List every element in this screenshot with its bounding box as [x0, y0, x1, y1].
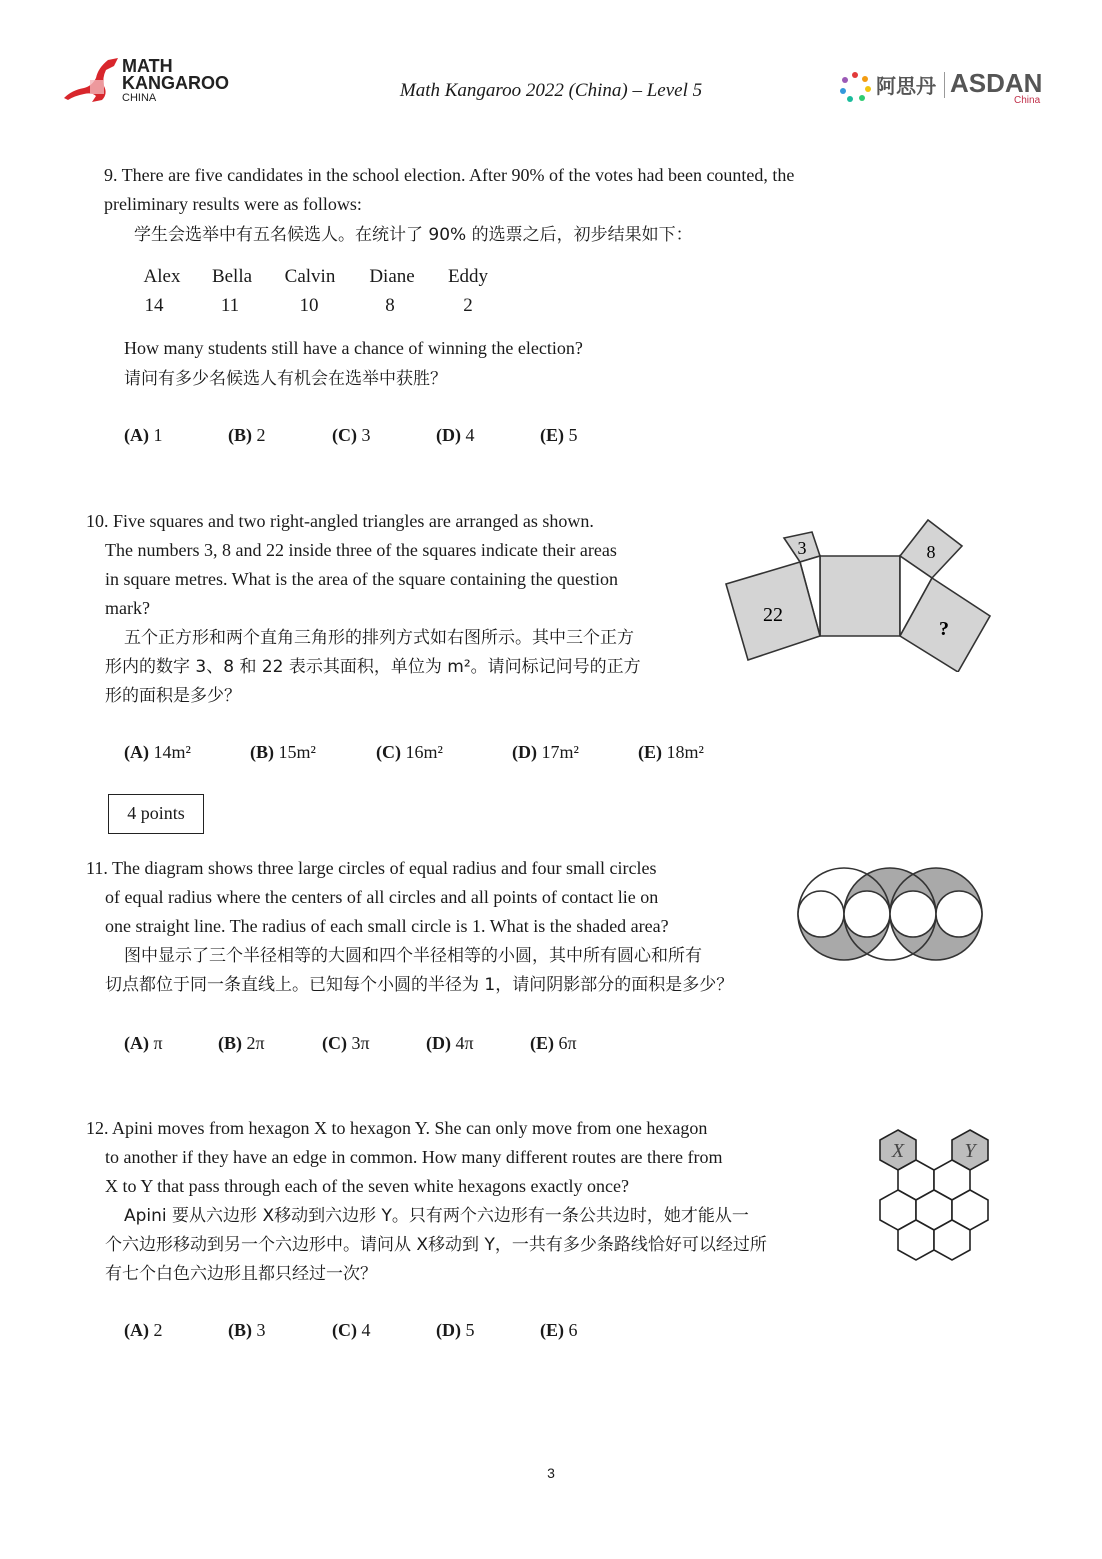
q10-options: [124, 738, 764, 767]
candidate-name: Eddy: [447, 266, 489, 287]
square-unknown-label: ?: [939, 618, 949, 640]
option-d[interactable]: (D) 17m²: [512, 742, 579, 762]
logo-divider: [944, 72, 945, 98]
q10-text-line-4: mark?: [105, 598, 150, 618]
q9-question-chinese: 请问有多少名候选人有机会在选举中获胜？: [124, 369, 447, 389]
square-22-label: 22: [763, 604, 783, 626]
q10-text-chinese-1: 五个正方形和两个直角三角形的排列方式如右图所示。其中三个正方: [124, 628, 634, 648]
q9-text-line-2: preliminary results were as follows:: [104, 194, 362, 214]
candidate-votes: 8: [385, 295, 395, 316]
option-c[interactable]: (C) 16m²: [376, 742, 443, 762]
option-b[interactable]: (B) 2: [228, 425, 266, 445]
option-a[interactable]: (A) 2: [124, 1320, 163, 1340]
small-circle: [890, 891, 936, 937]
logo-text-china: CHINA: [122, 92, 157, 104]
hexagon-y-label: Y: [964, 1140, 976, 1162]
option-b[interactable]: (B) 15m²: [250, 742, 316, 762]
logo-text-kangaroo: KANGAROO: [122, 73, 229, 93]
option-a[interactable]: (A) 14m²: [124, 742, 191, 762]
q10-text-line-3: in square metres. What is the area of the square containing the question: [105, 569, 618, 589]
q10-text-line-2: The numbers 3, 8 and 22 inside three of the squares indicate their areas: [105, 540, 617, 560]
q12-text-chinese-2: 个六边形移动到另一个六边形中。请问从 X移动到 Y，一共有多少条路线恰好可以经过所: [105, 1235, 767, 1255]
q12-text-line-2: to another if they have an edge in common. How many different routes are there from: [105, 1147, 723, 1167]
hexagon-x-label: X: [891, 1140, 905, 1162]
q9-text-line-1: 9. There are five candidates in the school election. After 90% of the votes had been counted, the: [104, 165, 795, 185]
option-a[interactable]: (A) 1: [124, 425, 163, 445]
asdan-flower-icon: [838, 70, 872, 104]
central-square: [820, 556, 900, 636]
page-number: 3: [547, 1465, 555, 1481]
candidate-name: Calvin: [284, 266, 336, 287]
q10-squares-figure: [718, 512, 998, 672]
asdan-subtitle: China: [1014, 95, 1041, 106]
square-3-label: 3: [797, 538, 807, 558]
candidate-name: Diane: [369, 266, 415, 287]
q9-question: How many students still have a chance of winning the election?: [124, 338, 583, 358]
q12-options: [124, 1316, 644, 1345]
square-8-label: 8: [926, 542, 936, 562]
candidate-votes: 10: [299, 295, 319, 316]
candidate-name: Alex: [143, 266, 181, 287]
asdan-english-name: ASDAN: [950, 68, 1043, 98]
option-e[interactable]: (E) 6π: [530, 1033, 577, 1053]
q11-text-line-2: of equal radius where the centers of all circles and all points of contact lie on: [105, 887, 659, 907]
q11-text-chinese-2: 切点都位于同一条直线上。已知每个小圆的半径为 1，请问阴影部分的面积是多少？: [105, 975, 734, 995]
option-d[interactable]: (D) 4π: [426, 1033, 474, 1053]
q11-circles-figure: [792, 862, 988, 966]
option-c[interactable]: (C) 3π: [322, 1033, 370, 1053]
q10-text-chinese-2: 形内的数字 3、8 和 22 表示其面积，单位为 m²。请问标记问号的正方: [105, 657, 641, 677]
q12-hexagon-figure: [874, 1126, 996, 1272]
q12-text-chinese-1: Apini 要从六边形 X移动到六边形 Y。只有两个六边形有一条公共边时，她才能从一: [124, 1206, 749, 1226]
asdan-chinese-name: 阿思丹: [876, 74, 936, 98]
q12-text-chinese-3: 有七个白色六边形且都只经过一次？: [105, 1264, 377, 1284]
candidate-votes: 14: [144, 295, 164, 316]
q12-text-line-1: 12. Apini moves from hexagon X to hexagon Y. She can only move from one hexagon: [86, 1118, 708, 1138]
small-circle: [798, 891, 844, 937]
option-b[interactable]: (B) 3: [228, 1320, 266, 1340]
option-d[interactable]: (D) 5: [436, 1320, 475, 1340]
small-circle: [936, 891, 982, 937]
candidate-votes: 2: [463, 295, 473, 316]
asdan-logo: [838, 68, 1048, 110]
points-section-label: 4 points: [108, 794, 204, 834]
q11-text-line-1: 11. The diagram shows three large circles of equal radius and four small circles: [86, 858, 657, 878]
q9-options: [124, 421, 644, 450]
q9-text-chinese: 学生会选举中有五名候选人。在统计了 90% 的选票之后，初步结果如下：: [134, 225, 693, 245]
page-header-title: Math Kangaroo 2022 (China) – Level 5: [399, 80, 703, 101]
logo-text-math: MATH: [122, 56, 173, 76]
q10-text-line-1: 10. Five squares and two right-angled triangles are arranged as shown.: [86, 511, 594, 531]
small-circle: [844, 891, 890, 937]
candidate-votes: 11: [220, 295, 240, 316]
option-d[interactable]: (D) 4: [436, 425, 475, 445]
option-c[interactable]: (C) 4: [332, 1320, 371, 1340]
q11-options: [124, 1029, 634, 1058]
option-a[interactable]: (A) π: [124, 1033, 163, 1053]
q12-text-line-3: X to Y that pass through each of the seven white hexagons exactly once?: [105, 1176, 629, 1196]
q10-text-chinese-3: 形的面积是多少？: [105, 686, 241, 706]
candidate-name: Bella: [211, 266, 253, 287]
option-c[interactable]: (C) 3: [332, 425, 371, 445]
option-e[interactable]: (E) 5: [540, 425, 578, 445]
option-b[interactable]: (B) 2π: [218, 1033, 265, 1053]
q11-text-chinese-1: 图中显示了三个半径相等的大圆和四个半径相等的小圆，其中所有圆心和所有: [124, 946, 702, 966]
option-e[interactable]: (E) 18m²: [638, 742, 704, 762]
option-e[interactable]: (E) 6: [540, 1320, 578, 1340]
q11-text-line-3: one straight line. The radius of each small circle is 1. What is the shaded area?: [105, 916, 669, 936]
